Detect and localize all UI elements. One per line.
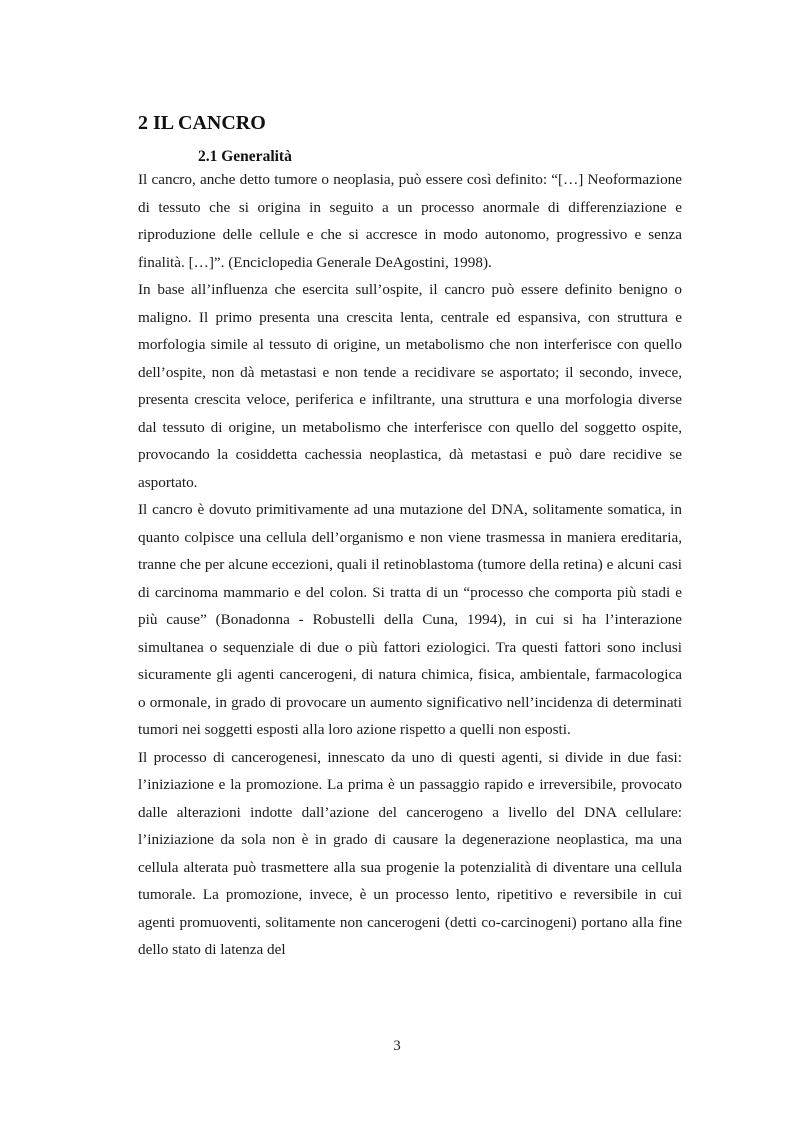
body-text <box>138 166 682 964</box>
paragraph: Il cancro, anche detto tumore o neoplasia, può essere così definito: “[…] Neoformazione di tessuto che si origina in seguito a un processo anormale di differenziazione e riproduzione delle cellule e che si accresce in modo autonomo, progressivo e senza finalità. […]”. (Enciclopedia Generale DeAgostini, 1998). <box>138 171 682 271</box>
paragraph: Il cancro è dovuto primitivamente ad una mutazione del DNA, solitamente somatica, in quanto colpisce una cellula dell’organismo e non viene trasmessa in maniera ereditaria, tranne che per alcune eccezioni, quali il retinoblastoma (tumore della retina) e alcuni casi di carcinoma mammario e del colon. Si tratta di un “processo che comporta più stadi e più cause” (Bonadonna - Robustelli della Cuna, 1994), in cui si ha l’interazione simultanea o sequenziale di due o più fattori eziologici. Tra questi fattori sono inclusi sicuramente gli agenti cancerogeni, di natura chimica, fisica, ambientale, farmacologica o ormonale, in grado di provocare un aumento significativo nell’incidenza di determinati tumori nei soggetti esposti alla loro azione rispetto a quelli non esposti. <box>138 501 682 738</box>
paragraph: Il processo di cancerogenesi, innescato da uno di questi agenti, si divide in due fasi: l’iniziazione e la promozione. La prima è un passaggio rapido e irreversibile, provocato dalle alterazioni indotte dall’azione del cancerogeno a livello del DNA cellulare: l’iniziazione da sola non è in grado di causare la degenerazione neoplastica, ma una cellula alterata può trasmettere alla sua progenie la potenzialità di diventare una cellula tumorale. La promozione, invece, è un processo lento, ripetitivo e reversibile in cui agenti promuoventi, solitamente non cancerogeni (detti co-carcinogeni) portano alla fine dello stato di latenza del <box>138 748 682 958</box>
section-title: 2.1 Generalità <box>198 148 292 165</box>
page-number: 3 <box>393 1038 401 1054</box>
paragraph: In base all’influenza che esercita sull’ospite, il cancro può essere definito benigno o maligno. Il primo presenta una crescita lenta, centrale ed espansiva, con struttura e morfologia simile al tessuto di origine, un metabolismo che non interferisce con quello dell’ospite, non dà metastasi e non tende a recidivare se asportato; il secondo, invece, presenta crescita veloce, periferica e infiltrante, una struttura e una morfologia diverse dal tessuto di origine, un metabolismo che interferisce con quello del soggetto ospite, provocando la cosiddetta cachessia neoplastica, dà metastasi e può dare recidive se asportato. <box>138 281 682 491</box>
chapter-title: 2 IL CANCRO <box>138 112 266 134</box>
